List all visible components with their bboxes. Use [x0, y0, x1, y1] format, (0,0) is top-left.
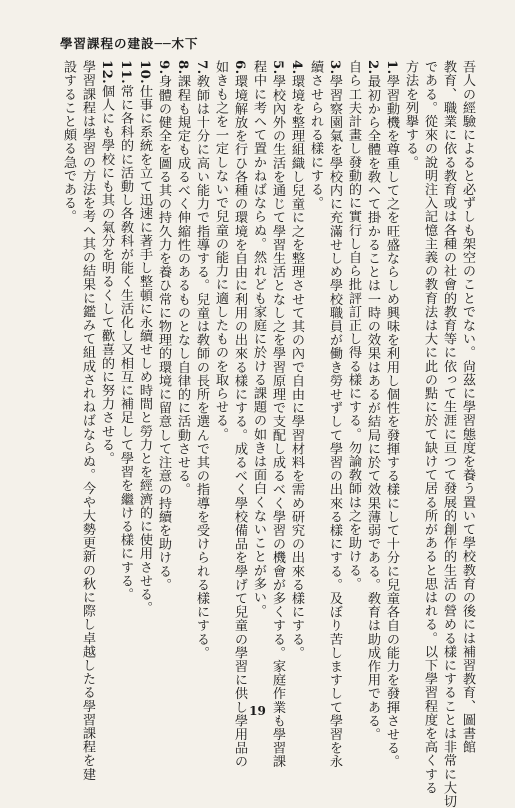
- text-line: [173, 60, 192, 700]
- item-number: 4.: [289, 60, 304, 75]
- text-line: [363, 60, 382, 741]
- text-line: [154, 60, 173, 700]
- line-text: 學習察園氣を學校内に充滿せしめ學校職員が働き勞せずして學習の出來る樣にする。及ぼり苦しますして學習を永: [327, 74, 342, 769]
- item-number: 8.: [175, 60, 190, 75]
- text-line: [230, 60, 249, 769]
- line-text: 課程も規定も成るべく伸縮性のあるものとなし自律的に活動させる。: [175, 74, 190, 497]
- item-number: 3.: [327, 60, 342, 75]
- item-number: 1.: [384, 60, 399, 75]
- line-text: 續させられる樣にする。: [308, 60, 323, 210]
- line-text: 自ら工夫計畫し發動的に實行し自ら批評訂正し得る樣にする。勿論敎師は之を助ける。: [346, 60, 361, 591]
- text-line: [59, 60, 78, 700]
- text-line: [249, 60, 268, 700]
- text-line: [325, 60, 344, 769]
- text-line: [344, 60, 363, 700]
- line-text: 最初から全體を敎へて掛かることは一時の效果はあるが結局に於て效果薄弱である。敎育は助成作用である。: [365, 74, 380, 741]
- line-text: 環境解放を行ひ各種の環境を自由に利用の出來る樣にする。成るべく學校備品を學げて兒童の學習に供し學用品の: [232, 74, 247, 769]
- text-line: [458, 60, 477, 754]
- text-line: [420, 60, 439, 795]
- item-number: 6.: [232, 60, 247, 75]
- page-number: 19: [249, 704, 266, 718]
- text-line: [116, 60, 135, 700]
- line-text: 個人にも學校にも其の氣分を明るくして歡喜的に努力させる。: [99, 84, 114, 465]
- line-text: 學習動機を尊重して之を旺盛ならしめ興味を利用し個性を發揮する樣にして十分に兒童各自の能力を發揮させる。: [384, 74, 399, 769]
- line-text: 學校內外の生活を通じて學習生活となし之を學習原理で支配し成るべく學習の機會が多くする。家庭作業も學習課: [270, 74, 285, 769]
- line-text: 如きも之を一定しないで兒童の能力に適したものを取らせる。: [213, 60, 228, 441]
- line-text: 程中に考へて置かねばならぬ。然れども家庭に於ける課題の如きは面白くないことが多い。: [251, 60, 266, 618]
- item-number: 2.: [365, 60, 380, 75]
- line-text: 身體の健全を圖る其の持久力を養ひ常に物理的環境に留意して注意の持續を助ける。: [156, 74, 171, 592]
- text-line: [401, 60, 420, 700]
- item-number: 5.: [270, 60, 285, 75]
- text-line: [192, 60, 211, 700]
- line-text: である。從來の說明注入記憶主義の教育法は大に此の點に於て缺けて居る所があると思はれる。以下學習程度を高くする: [422, 60, 437, 795]
- item-number: 11.: [118, 60, 133, 85]
- text-line: [78, 60, 97, 781]
- text-line: [439, 60, 458, 808]
- line-text: 仕事に系統を立て迅速に著手し整頓に永續せしめ時間と勞力とを經濟的に使用させる。: [137, 84, 152, 615]
- line-text: 學習課程は學習の方法を考へ其の結果に鑑みて組成されねばならぬ。今や大勢更新の秋に際し卓越したる學習課程を建: [80, 60, 95, 781]
- item-number: 10.: [137, 60, 152, 85]
- text-line: [211, 60, 230, 700]
- item-number: 12.: [99, 60, 114, 85]
- line-text: 敎師は十分に高い能力で指導する。兒童は敎師の長所を選んで其の指導を受けられる樣にする。: [194, 74, 209, 660]
- text-line: [97, 60, 116, 700]
- text-line: [287, 60, 306, 700]
- text-line: [382, 60, 401, 769]
- line-text: 常に各科的に活動し各敎科が能く生活化し又相互に補足して學習を繼ける樣にする。: [118, 84, 133, 601]
- item-number: 7.: [194, 60, 209, 75]
- text-line: [306, 60, 325, 700]
- line-text: 環境を整理組織し兒童に之を整理させて其の內で自由に學習材料を需め研究の出來る樣にする。: [289, 74, 304, 660]
- running-header: 學習課程の建設──木下: [60, 36, 199, 51]
- line-text: 方法を列擧する。: [403, 60, 418, 169]
- text-line: [135, 60, 154, 700]
- item-number: 9.: [156, 60, 171, 75]
- line-text: 教育、職業に依る教育或は各種の社會的教育等に依って生涯に亘つて發展的創作的生活の營める樣にすることは非常に大切: [441, 60, 456, 808]
- line-text: 設すること頗る急である。: [61, 60, 76, 224]
- text-line: [268, 60, 287, 769]
- line-text: 吾人の經驗によると必ずしも架空のことでない。尙茲に學習態度を養う置いて學校教育の後には補習教育、圖書館: [460, 60, 475, 754]
